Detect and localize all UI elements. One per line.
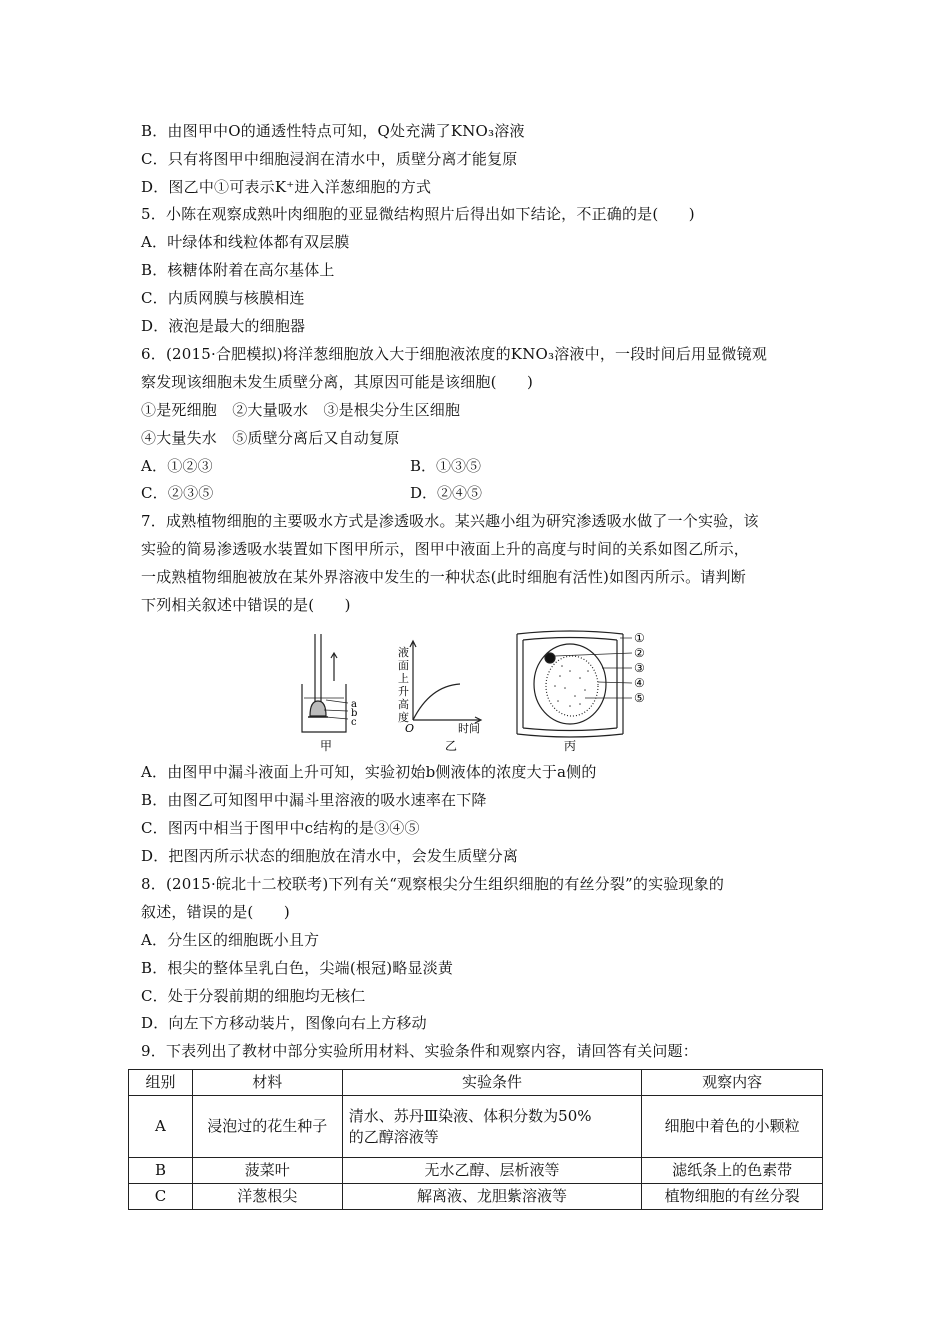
option-a: A．分生区的细胞既小且方 bbox=[141, 931, 320, 949]
figure-svg bbox=[280, 626, 680, 756]
question-9: 9．下表列出了教材中部分实验所用材料、实验条件和观察内容，请回答有关问题： bbox=[141, 1042, 698, 1060]
observe-cell: 植物细胞的有丝分裂 bbox=[642, 1184, 823, 1210]
origin-label: O bbox=[405, 722, 415, 735]
table-row bbox=[129, 1158, 823, 1184]
option-b: B．由图乙可知图甲中漏斗里溶液的吸水速率在下降 bbox=[141, 791, 487, 809]
text-line: C．只有将图甲中细胞浸润在清水中，质壁分离才能复原 bbox=[141, 150, 518, 168]
ylabel-char: 高 bbox=[398, 698, 409, 711]
xlabel: 时间 bbox=[458, 722, 480, 735]
cell-label-4: ④ bbox=[634, 676, 645, 690]
table-row bbox=[129, 1184, 823, 1210]
cell-label-3: ③ bbox=[634, 661, 645, 675]
caption-jia: 甲 bbox=[320, 739, 333, 753]
option-c: C．内质网膜与核膜相连 bbox=[141, 289, 305, 307]
material-cell: 洋葱根尖 bbox=[192, 1184, 342, 1210]
option-a: A．①②③ bbox=[141, 457, 213, 475]
material-cell: 菠菜叶 bbox=[192, 1158, 342, 1184]
option-c: C．②③⑤ bbox=[141, 484, 214, 502]
header-cell: 组别 bbox=[129, 1070, 193, 1096]
header-cell: 观察内容 bbox=[642, 1070, 823, 1096]
experiment-figure bbox=[280, 626, 680, 756]
text-line: D．图乙中①可表示K⁺进入洋葱细胞的方式 bbox=[141, 178, 432, 196]
group-cell: C bbox=[129, 1184, 193, 1210]
ylabel-char: 上 bbox=[398, 672, 409, 685]
ylabel-char: 升 bbox=[398, 685, 409, 698]
option-a: A．由图甲中漏斗液面上升可知，实验初始b侧液体的浓度大于a侧的 bbox=[141, 763, 597, 781]
cell-label-1: ① bbox=[634, 631, 645, 645]
text-line: B．由图甲中O的通透性特点可知，Q处充满了KNO₃溶液 bbox=[141, 122, 525, 140]
option-a: A．叶绿体和线粒体都有双层膜 bbox=[141, 233, 350, 251]
observe-cell: 细胞中着色的小颗粒 bbox=[642, 1096, 823, 1158]
condition-line: 的乙醇溶液等 bbox=[348, 1127, 439, 1146]
option-c: C．处于分裂前期的细胞均无核仁 bbox=[141, 987, 366, 1005]
ylabel-char: 液 bbox=[398, 646, 409, 659]
label-c: c bbox=[351, 717, 357, 728]
group-cell: A bbox=[129, 1096, 193, 1158]
option-b: B．核糖体附着在高尔基体上 bbox=[141, 261, 335, 279]
observe-cell: 滤纸条上的色素带 bbox=[642, 1158, 823, 1184]
table-header-row bbox=[129, 1070, 823, 1096]
option-b: B．根尖的整体呈乳白色，尖端(根冠)略显淡黄 bbox=[141, 959, 454, 977]
experiment-table bbox=[128, 1069, 823, 1210]
question-7-cont: 实验的简易渗透吸水装置如下图甲所示，图甲中液面上升的高度与时间的关系如图乙所示， bbox=[141, 540, 750, 558]
label-a: a bbox=[351, 699, 357, 710]
question-8: 8．(2015·皖北十二校联考)下列有关“观察根尖分生组织细胞的有丝分裂”的实验现象的 bbox=[141, 875, 725, 893]
cytoplasm-dots bbox=[554, 665, 589, 707]
table-row bbox=[129, 1096, 823, 1158]
question-7: 7．成熟植物细胞的主要吸水方式是渗透吸水。某兴趣小组为研究渗透吸水做了一个实验，该 bbox=[141, 512, 759, 530]
option-c: C．图丙中相当于图甲中c结构的是③④⑤ bbox=[141, 819, 420, 837]
condition-cell: 解离液、龙胆紫溶液等 bbox=[342, 1184, 642, 1210]
cell-label-5: ⑤ bbox=[634, 691, 645, 705]
question-6-items: ④大量失水 ⑤质壁分离后又自动复原 bbox=[141, 429, 400, 447]
condition-cell bbox=[342, 1096, 642, 1158]
header-cell: 实验条件 bbox=[342, 1070, 642, 1096]
condition-line: 清水、苏丹Ⅲ染液、体积分数为50% bbox=[348, 1106, 592, 1125]
height-time-graph bbox=[410, 641, 481, 723]
plant-cell-diagram bbox=[517, 631, 632, 737]
cell-label-2: ② bbox=[634, 646, 645, 660]
question-8-cont: 叙述，错误的是( ) bbox=[141, 903, 290, 921]
option-d: D．向左下方移动装片，图像向右上方移动 bbox=[141, 1014, 427, 1032]
condition-cell: 无水乙醇、层析液等 bbox=[342, 1158, 642, 1184]
header-cell: 材料 bbox=[192, 1070, 342, 1096]
ylabel-char: 度 bbox=[398, 711, 409, 724]
question-7-cont: 下列相关叙述中错误的是( ) bbox=[141, 596, 351, 614]
beaker-diagram bbox=[302, 634, 348, 732]
question-5: 5．小陈在观察成熟叶肉细胞的亚显微结构照片后得出如下结论，不正确的是( ) bbox=[141, 205, 695, 223]
caption-bing: 丙 bbox=[564, 739, 577, 753]
caption-yi: 乙 bbox=[445, 739, 458, 753]
material-cell: 浸泡过的花生种子 bbox=[192, 1096, 342, 1158]
question-6-cont: 察发现该细胞未发生质壁分离，其原因可能是该细胞( ) bbox=[141, 373, 534, 391]
option-d: D．把图丙所示状态的细胞放在清水中，会发生质壁分离 bbox=[141, 847, 519, 865]
group-cell: B bbox=[129, 1158, 193, 1184]
question-6-items: ①是死细胞 ②大量吸水 ③是根尖分生区细胞 bbox=[141, 401, 461, 419]
option-d: D．液泡是最大的细胞器 bbox=[141, 317, 306, 335]
question-6: 6．(2015·合肥模拟)将洋葱细胞放入大于细胞液浓度的KNO₃溶液中，一段时间后用显微镜观 bbox=[141, 345, 768, 363]
option-b: B．①③⑤ bbox=[410, 457, 482, 475]
option-d: D．②④⑤ bbox=[410, 484, 483, 502]
ylabel-char: 面 bbox=[398, 659, 409, 672]
question-7-cont: 一成熟植物细胞被放在某外界溶液中发生的一种状态(此时细胞有活性)如图丙所示。请判断 bbox=[141, 568, 746, 586]
label-b: b bbox=[351, 708, 358, 719]
